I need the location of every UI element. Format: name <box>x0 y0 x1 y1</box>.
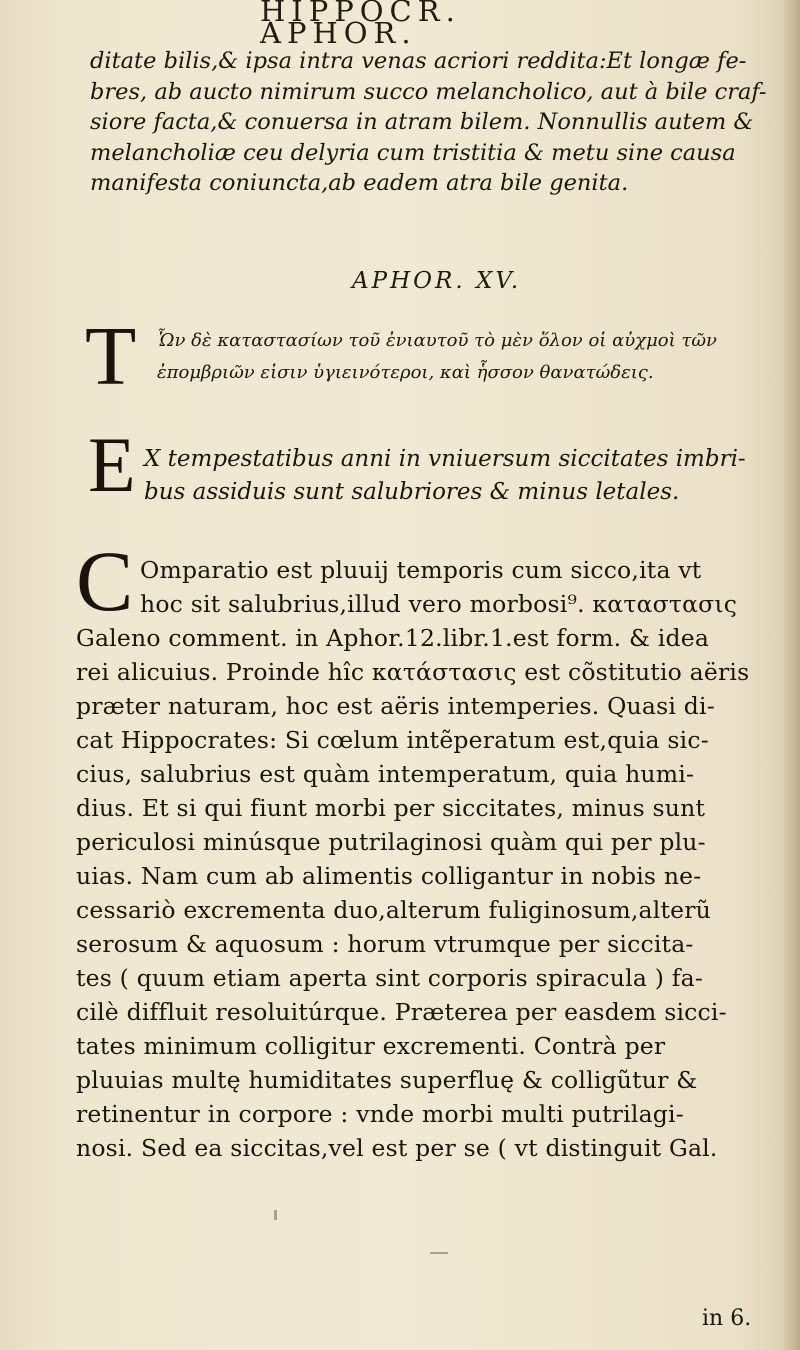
greek-line: ἐπομβριῶν εἰσιν ὑγιεινότεροι, καὶ ἧσσον θανατώδεις. <box>157 362 654 383</box>
text-line: manifesta coniuncta,ab eadem atra bile genita. <box>90 170 629 196</box>
running-head: HIPPOCR. APHOR. <box>260 0 461 50</box>
commentary-line: cat Hippocrates: Si cœlum intẽperatum est,quia sic- <box>76 726 709 754</box>
commentary-line: dius. Et si qui fiunt morbi per siccitates, minus sunt <box>76 794 706 822</box>
catchword: in 6. <box>702 1306 752 1331</box>
commentary-line: serosum & aquosum : horum vtrumque per siccita- <box>76 930 694 958</box>
commentary-line: præter naturam, hoc est aëris intemperies. Quasi di- <box>76 692 715 720</box>
latin-aphorism <box>88 421 778 512</box>
commentary-line: rei alicuius. Proinde hîc κατάστασις est cõstitutio aëris <box>76 658 750 686</box>
commentary <box>76 533 782 1306</box>
drop-cap: C <box>76 533 134 629</box>
commentary-line: cilè diffluit resoluitúrque. Præterea per easdem sicci- <box>76 998 727 1026</box>
commentary-line: cius, salubrius est quàm intemperatum, quia humi- <box>76 760 695 788</box>
text-line: melancholiæ ceu delyria cum tristitia & metu sine causa <box>90 139 736 166</box>
commentary-line: nosi. Sed ea siccitas,vel est per se ( vt distinguit Gal. <box>76 1134 718 1162</box>
drop-cap: E <box>88 421 136 508</box>
commentary-line: Omparatio est pluuij temporis cum sicco,ita vt <box>140 556 702 584</box>
greek-line: Ὧν δὲ καταστασίων τοῦ ἐνιαυτοῦ τὸ μὲν ὅλον οἱ αὐχμοὶ τῶν <box>157 330 717 351</box>
commentary-line: tes ( quum etiam aperta sint corporis spiracula ) fa- <box>76 964 704 992</box>
text-line: bres, ab aucto nimirum succo melancholico, aut à bile craf- <box>90 78 767 105</box>
commentary-line: hoc sit salubrius,illud vero morbosi⁹. καταστασις <box>140 590 738 618</box>
commentary-line: periculosi minúsque putrilaginosi quàm qui per plu- <box>76 828 706 856</box>
ink-speck <box>430 1252 448 1254</box>
commentary-line: pluuias multę humiditates superfluę & colligũtur & <box>76 1066 698 1094</box>
commentary-line: tates minimum colligitur excrementi. Contrà per <box>76 1032 666 1060</box>
page-edge <box>784 0 800 1350</box>
commentary-line: uias. Nam cum ab alimentis colligantur in nobis ne- <box>76 862 702 890</box>
commentary-line: cessariò excrementa duo,alterum fuliginosum,alterũ <box>76 896 711 924</box>
latin-line: X tempestatibus anni in vniuersum siccitates imbri- <box>144 446 746 472</box>
continued-text <box>90 46 780 199</box>
text-line: ditate bilis,& ipsa intra venas acriori reddita:Et longæ fe- <box>90 48 747 74</box>
commentary-line: Galeno comment. in Aphor.12.libr.1.est form. & idea <box>76 624 710 652</box>
latin-line: bus assiduis sunt salubriores & minus letales. <box>144 479 680 505</box>
greek-aphorism <box>85 310 785 403</box>
commentary-line: retinentur in corpore : vnde morbi multi putrilagi- <box>76 1100 684 1128</box>
drop-cap: T <box>85 310 137 403</box>
ink-speck <box>274 1210 277 1220</box>
aphorism-heading: APHOR. XV. <box>352 268 522 294</box>
text-line: siore facta,& conuersa in atram bilem. Nonnullis autem & <box>90 109 754 135</box>
